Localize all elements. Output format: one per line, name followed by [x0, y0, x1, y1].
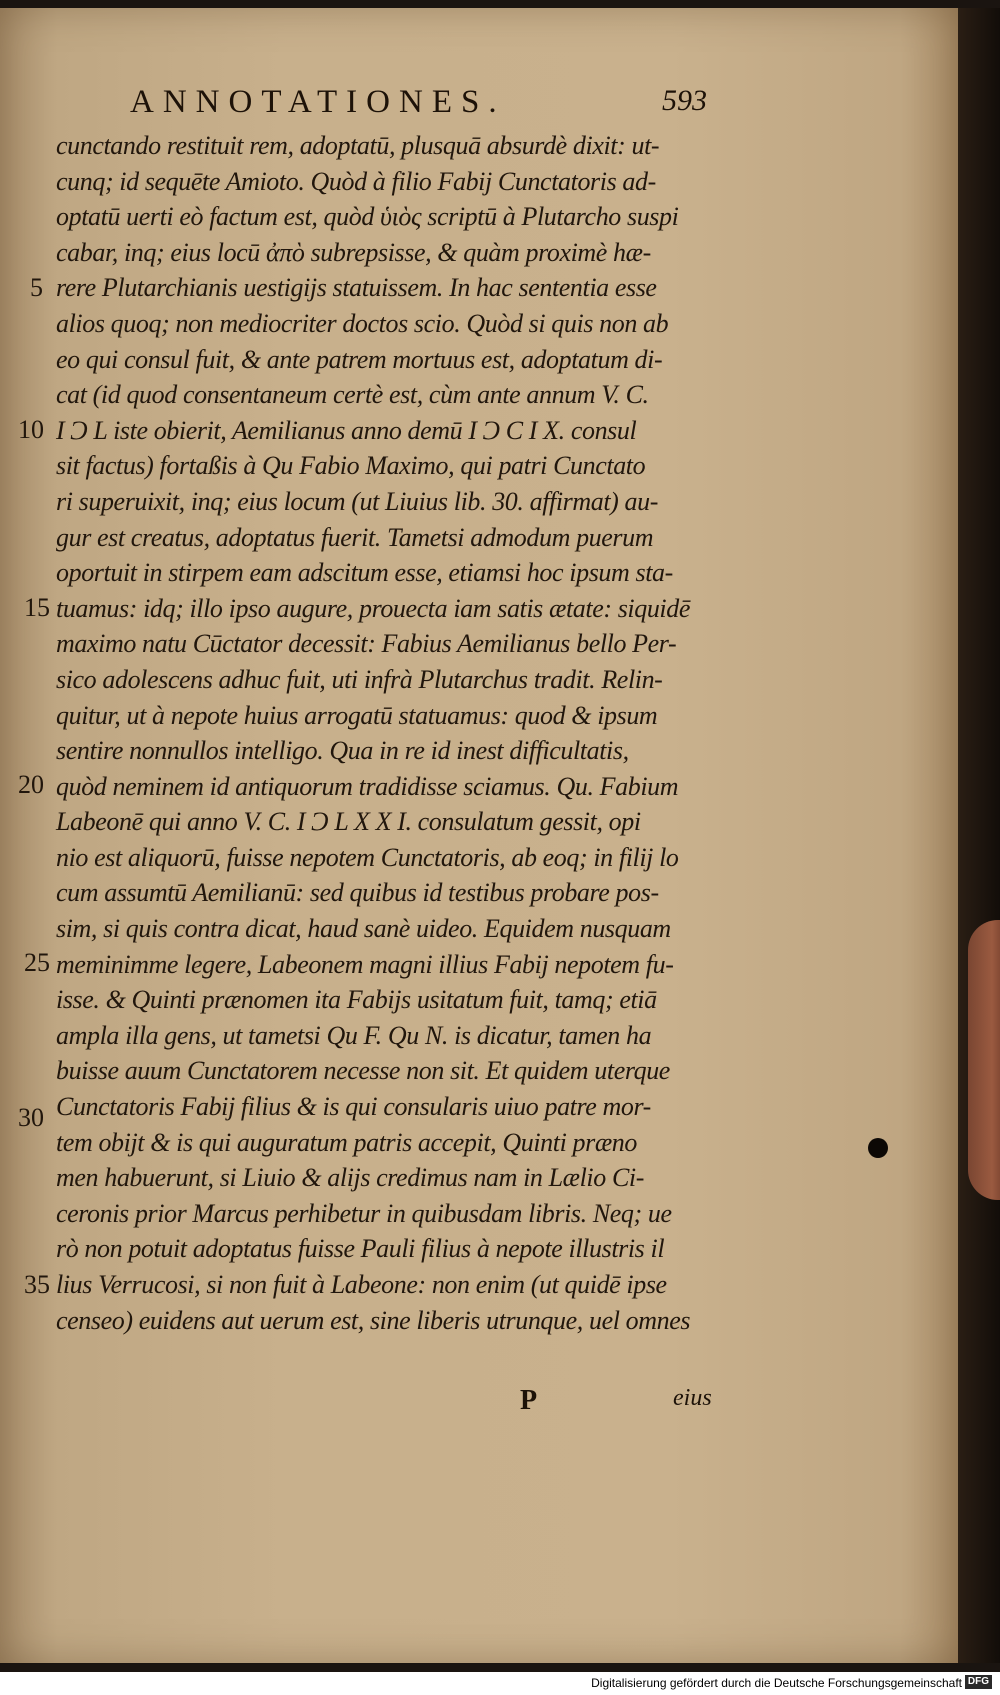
punch-hole-dot [868, 1138, 888, 1158]
funding-credit: Digitalisierung gefördert durch die Deutsche Forschungsgemeinschaft [591, 1676, 962, 1690]
line-number: 20 [18, 770, 44, 799]
text-line: cum assumtū Aemilianū: sed quibus id testibus probare pos- [56, 878, 659, 908]
text-line: oportuit in stirpem eam adscitum esse, etiamsi hoc ipsum sta- [56, 558, 673, 588]
text-line: gur est creatus, adoptatus fuerit. Tametsi admodum puerum [56, 522, 654, 552]
line-number: 5 [30, 273, 43, 302]
text-line: alios quoq; non mediocriter doctos scio. Quòd si quis non ab [56, 308, 669, 338]
text-line: maximo natu Cūctator decessit: Fabius Aemilianus bello Per- [56, 629, 677, 659]
text-line: censeo) euidens aut uerum est, sine liberis utrunque, uel omnes [56, 1305, 691, 1335]
text-line: optatū uerti eò factum est, quòd ὑιὸς scriptū à Plutarcho suspi [56, 202, 679, 232]
line-number: 25 [24, 948, 50, 977]
text-line: I Ͻ L iste obierit, Aemilianus anno demū I Ͻ C I X. consul [56, 415, 637, 445]
text-line: cunctando restituit rem, adoptatū, plusquā absurdè dixit: ut- [56, 131, 660, 160]
text-line: eo qui consul fuit, & ante patrem mortuus est, adoptatum di- [56, 344, 663, 374]
running-head: ANNOTATIONES. [130, 84, 506, 120]
text-line: sentire nonnullos intelligo. Qua in re id inest difficultatis, [56, 736, 629, 766]
text-line: cat (id quod consentaneum certè est, cùm ante annum V. C. [56, 380, 649, 410]
text-line: men habuerunt, si Liuio & alijs credimus nam in Lælio Ci- [56, 1163, 644, 1193]
text-line: ceronis prior Marcus perhibetur in quibusdam libris. Neq; ue [56, 1198, 672, 1228]
dfg-logo: DFG [965, 1675, 992, 1689]
text-line: isse. & Quinti prænomen ita Fabijs usitatum fuit, tamq; etiā [56, 985, 657, 1015]
text-line: Cunctatoris Fabij filius & is qui consularis uiuo patre mor- [56, 1092, 651, 1122]
text-line: rò non potuit adoptatus fuisse Pauli filius à nepote illustris il [56, 1234, 665, 1264]
book-edge [958, 8, 1000, 1663]
catchword: eius [673, 1385, 712, 1411]
line-number: 30 [18, 1103, 44, 1132]
signature-mark: P [520, 1385, 538, 1416]
text-line: sim, si quis contra dicat, haud sanè uideo. Equidem nusquam [56, 914, 671, 944]
text-line: ampla illa gens, ut tametsi Qu F. Qu N. is dicatur, tamen ha [56, 1020, 652, 1050]
main-text [56, 128, 716, 1338]
text-line: cabar, inq; eius locū ἀπὸ subrepsisse, & quàm proximè hæ- [56, 237, 651, 267]
text-line: lius Verrucosi, si non fuit à Labeone: non enim (ut quidē ipse [56, 1270, 667, 1299]
text-line: nio est aliquorū, fuisse nepotem Cunctatoris, ab eoq; in filij lo [56, 842, 679, 872]
text-line: rere Plutarchianis uestigijs statuissem. In hac sententia esse [56, 273, 657, 303]
text-line: Labeonē qui anno V. C. I Ͻ L X X I. consulatum gessit, opi [56, 807, 641, 837]
text-line: cunq; id sequēte Amioto. Quòd à filio Fabij Cunctatoris ad- [56, 166, 656, 196]
text-line: sico adolescens adhuc fuit, uti infrà Plutarchus tradit. Relin- [56, 664, 663, 694]
text-line: ri superuixit, inq; eius locum (ut Liuius lib. 30. affirmat) au- [56, 486, 658, 516]
line-number: 10 [18, 415, 44, 444]
text-line: tem obijt & is qui auguratum patris accepit, Quinti præno [56, 1127, 637, 1157]
line-number: 15 [24, 593, 50, 622]
text-line: quòd neminem id antiquorum tradidisse sciamus. Qu. Fabium [56, 771, 679, 801]
line-number: 35 [24, 1270, 50, 1299]
text-line: meminimme legere, Labeonem magni illius Fabij nepotem fu- [56, 949, 674, 979]
holding-finger [968, 920, 1000, 1200]
text-line: tuamus: idq; illo ipso augure, prouecta iam satis ætate: siquidē [56, 593, 690, 623]
text-line: quitur, ut à nepote huius arrogatū statuamus: quod & ipsum [56, 700, 658, 730]
text-line: sit factus) fortaßis à Qu Fabio Maximo, qui patri Cunctato [56, 451, 646, 481]
text-line: buisse auum Cunctatorem necesse non sit. Et quidem uterque [56, 1056, 670, 1086]
page-number: 593 [662, 84, 707, 117]
